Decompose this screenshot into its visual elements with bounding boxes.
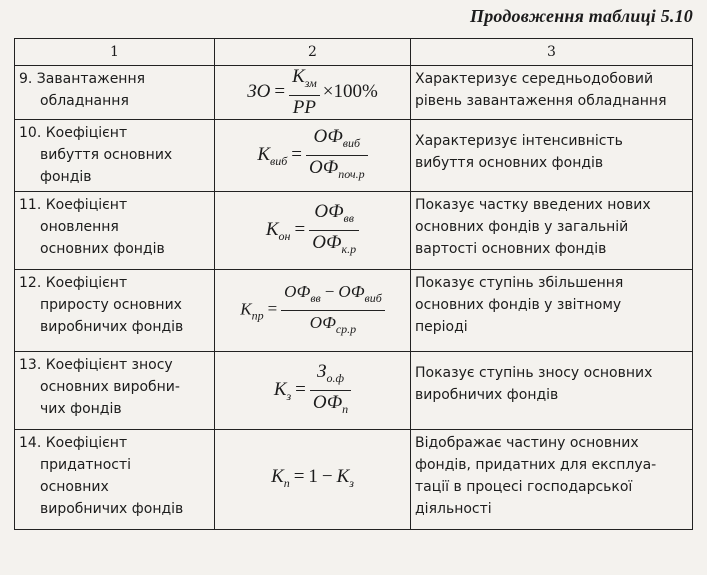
indicator-name-line: 10. Коефіцієнт <box>19 125 128 141</box>
indicator-name <box>15 352 215 430</box>
formula-lhs: ЗО <box>247 80 271 102</box>
formula-subscript: вв <box>310 291 321 305</box>
formula-fraction <box>281 281 385 340</box>
formula-fraction <box>306 126 368 185</box>
indicator-description <box>411 192 693 270</box>
indicator-name-line: основних фондів <box>40 241 165 257</box>
formula-lhs: К <box>257 143 270 165</box>
indicator-name-line: основних <box>40 479 109 495</box>
description-line: рівень завантаження обладнання <box>415 93 667 109</box>
indicator-name-line: чих фондів <box>40 401 122 417</box>
description-line: Показує ступінь збільшення <box>415 275 624 291</box>
description-line: Характеризує інтенсивність <box>415 133 623 149</box>
indicator-name-line: приросту основних <box>40 297 182 313</box>
formula-subscript: о.ф <box>326 371 344 385</box>
table-row <box>15 270 693 352</box>
table-header-row <box>15 39 693 66</box>
indicator-name-line: виробничих фондів <box>40 501 184 517</box>
formula-numerator: К <box>292 66 305 87</box>
indicator-formula: $К_{пр}$ = $\frac{ОФ_{вв} - ОФ_{виб}}{ОФ_{ср.р}}$ <box>215 270 411 352</box>
indicator-name-line: виробничих фондів <box>40 319 184 335</box>
description-line: вартості основних фондів <box>415 241 607 257</box>
table-row <box>15 430 693 530</box>
formula-subscript: зм <box>304 76 317 90</box>
indicator-formula: ЗО = $\frac{К_{зм}}{РР}$ ×100% <box>215 66 411 120</box>
indicator-description <box>411 120 693 192</box>
formula-suffix: ×100% <box>322 80 378 102</box>
description-line: періоді <box>415 319 468 335</box>
formula-numerator: З <box>317 361 327 382</box>
indicator-name-line: 14. Коефіцієнт <box>19 435 128 451</box>
description-line: Характеризує середньодобовий <box>415 71 654 87</box>
indicator-name-line: придатності <box>40 457 132 473</box>
formula-subscript: п <box>342 402 349 416</box>
indicator-formula: $К_{виб}$ = $\frac{ОФ_{виб}}{ОФ_{поч.р}}$ <box>215 120 411 192</box>
indicator-name <box>15 270 215 352</box>
table-row <box>15 192 693 270</box>
table-row <box>15 66 693 120</box>
indicator-formula: $К_з$ = $\frac{З_{о.ф}}{ОФ_п}$ <box>215 352 411 430</box>
formula-subscript: виб <box>342 136 361 150</box>
indicator-name <box>15 192 215 270</box>
indicator-name-line: основних виробни- <box>40 379 180 395</box>
table-caption: Продовження таблиці 5.10 <box>470 6 693 26</box>
formula-constant: 1 <box>308 465 318 487</box>
header-col-2: 2 <box>215 39 411 66</box>
table-row <box>15 120 693 192</box>
description-line: Відображає частину основних <box>415 435 639 451</box>
formula-lhs: К <box>273 378 287 400</box>
indicator-formula: $К_п = 1 - К_з$ <box>215 430 411 530</box>
indicator-name-line: 12. Коефіцієнт <box>19 275 128 291</box>
formula-denominator: РР <box>292 97 316 118</box>
indicator-name-line: 13. Коефіцієнт зносу <box>19 357 173 373</box>
formula-subscript: з <box>349 475 354 490</box>
formula-subscript: поч.р <box>338 167 365 181</box>
formula-subscript: пр <box>251 308 264 323</box>
formula-operator: − <box>321 465 333 487</box>
formula-rhs: К <box>336 465 350 487</box>
formula-numerator: ОФ <box>313 126 343 147</box>
table-row <box>15 352 693 430</box>
description-line: Показує частку введених нових <box>415 197 651 213</box>
indicator-name <box>15 430 215 530</box>
formula-subscript: вв <box>343 211 354 225</box>
description-line: вибуття основних фондів <box>415 155 604 171</box>
description-line: основних фондів у загальній <box>415 219 629 235</box>
formula-subscript: виб <box>364 291 382 305</box>
formula-fraction <box>289 66 320 119</box>
formula-operator: − <box>324 282 335 301</box>
indicator-name <box>15 120 215 192</box>
indicator-description <box>411 352 693 430</box>
formula-subscript: п <box>283 475 290 490</box>
formula-subscript: виб <box>270 153 288 168</box>
formula-lhs: К <box>240 299 252 319</box>
description-line: тації в процесі господарської <box>415 479 633 495</box>
formula-denominator: ОФ <box>312 392 343 413</box>
indicators-table <box>14 38 693 530</box>
formula-numerator: ОФ <box>284 282 311 301</box>
formula-subscript: ср.р <box>335 322 357 336</box>
indicator-name <box>15 66 215 120</box>
formula-subscript: з <box>286 388 292 403</box>
formula-subscript: к.р <box>341 242 357 256</box>
indicator-name-line: вибуття основних <box>40 147 173 163</box>
formula-lhs: К <box>271 465 284 487</box>
description-line: Показує ступінь зносу основних <box>415 365 653 381</box>
indicator-description <box>411 430 693 530</box>
indicator-description <box>411 270 693 352</box>
header-col-3: 3 <box>411 39 693 66</box>
description-line: виробничих фондів <box>415 387 559 403</box>
indicator-name-line: 9. Завантаження <box>19 71 146 87</box>
formula-subscript: он <box>278 228 291 243</box>
indicator-name-line: обладнання <box>40 93 129 109</box>
indicator-name-line: 11. Коефіцієнт <box>19 197 128 213</box>
formula-denominator: ОФ <box>309 313 336 332</box>
formula-fraction <box>310 361 351 420</box>
formula-numerator: ОФ <box>338 282 365 301</box>
formula-numerator: ОФ <box>314 201 344 222</box>
indicator-description <box>411 66 693 120</box>
description-line: діяльності <box>415 501 492 517</box>
header-col-1: 1 <box>15 39 215 66</box>
formula-denominator: ОФ <box>308 157 339 178</box>
description-line: основних фондів у звітному <box>415 297 622 313</box>
indicator-name-line: оновлення <box>40 219 119 235</box>
formula-fraction <box>309 201 359 260</box>
description-line: фондів, придатних для експлуа- <box>415 457 657 473</box>
formula-lhs: К <box>265 218 279 240</box>
indicator-name-line: фондів <box>40 169 92 185</box>
formula-denominator: ОФ <box>312 232 342 253</box>
indicator-formula: $К_{он}$ = $\frac{ОФ_{вв}}{ОФ_{к.р}}$ <box>215 192 411 270</box>
